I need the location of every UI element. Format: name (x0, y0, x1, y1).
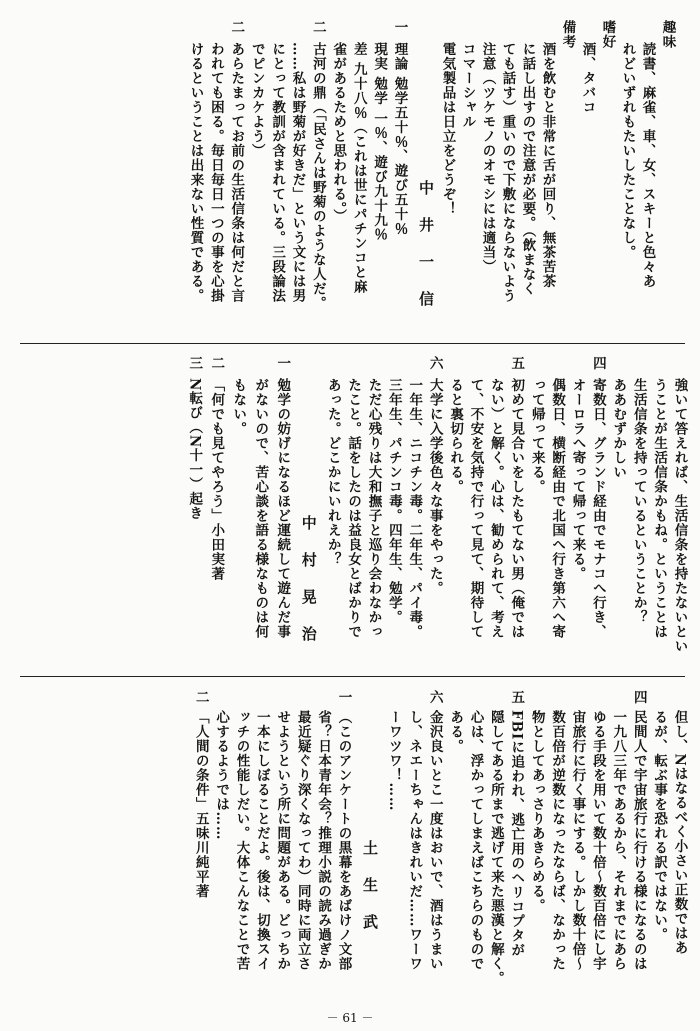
text-column: ……私は野菊が好きだ」という文には男 (289, 42, 306, 303)
hobby-label: 趣味 (659, 20, 676, 49)
text-column: われても困る。毎日毎日一つの事を心掛 (207, 42, 224, 303)
author-name: 中村晃治 (299, 515, 318, 663)
text-column: 差 九十八％（これは世にパチンコと麻 (350, 42, 367, 295)
text-column: ると裏切られる。 (447, 378, 464, 494)
text-column: って帰って来る。 (528, 378, 545, 494)
text-column: 古河の鼎（「民さんは野菊のような人だ。 (309, 42, 326, 311)
text-column: ない）と解く。心は、勧められて、考え (487, 378, 504, 639)
text-column: ても話す）重いので下敷にならないよう (499, 42, 516, 303)
section-divider-bottom (20, 676, 685, 677)
text-column: FBIに追われ、逃亡用のヘリコプタが (508, 710, 525, 958)
text-column: ただ心残りは大和撫子と巡り会わなかっ (365, 378, 382, 639)
text-column: でピンカケよう） (248, 42, 265, 158)
page-number: － 61 － (326, 1011, 374, 1025)
text-column: 大学に入学後色々な事をやった。 (426, 378, 443, 596)
text-column: 初めて見合いをしたもてない男（俺では (508, 378, 525, 639)
text-column: 心するようでは…… (213, 710, 230, 841)
text-column: 宙旅行に行く事にする。しかし数十倍～ (569, 710, 586, 971)
text-column: 電気製品は日立をどうぞ！ (439, 42, 456, 216)
author-name: 中井一信 (417, 180, 435, 328)
text-column: 最近疑ぐり深くなってわ）同時に両立さ (294, 710, 311, 971)
text-column: 三年生、パチンコ毒。四年生、勉学。 (385, 378, 402, 625)
text-column: るが、転ぶ事を恐れる訳ではない。 (651, 710, 668, 942)
item-number: 四 (589, 356, 606, 371)
text-column: 読書、麻雀、車、女、スキーと色々あ (639, 42, 656, 289)
item-number: 一 (335, 690, 352, 705)
text-column: 注意（ツケモノのオモシには適当） (479, 42, 496, 274)
text-column: N転び（N十一）起き (186, 378, 203, 521)
text-column: 省？日本青年会？推理小説の読み過ぎか (315, 710, 332, 971)
text-column: 勉学の妨げになるほど運続して遊んだ事 (274, 378, 291, 639)
text-column: 雀があるためと思われる。） (330, 42, 347, 224)
text-column: 一九八三年であるから、それまでにあら (610, 710, 627, 971)
text-column: （このアンケートの黒幕をあばけノ文部 (335, 710, 352, 971)
item-number: 四 (630, 690, 647, 705)
text-column: もない。 (230, 378, 247, 436)
text-column: に話し出すので注意が必要。（飲まなく (519, 42, 536, 297)
text-column: 金沢良いとこ一度はおいで、酒はうまい (426, 710, 443, 971)
text-column: 現実 勉学 一％、遊び九十九％ (371, 42, 388, 242)
text-column: がないので、苦心談を語る様なものは何 (252, 378, 269, 639)
text-column: たこと。話をしたのは益良女とばかりで (345, 378, 362, 639)
item-number: 二 (208, 356, 225, 371)
item-number: 一 (391, 20, 408, 35)
text-column: 寄数日、グランド経由でモナコへ行き、 (589, 378, 606, 639)
text-column: 一本にしぼることだよ。後は、切換スイ (253, 710, 270, 971)
text-column: せようという所に問題がある。どっちか (274, 710, 291, 971)
text-column: ーワツワ！…… (385, 710, 402, 812)
text-column: ああむずかしい (610, 378, 627, 480)
author-name: 土生武 (361, 840, 379, 951)
item-number: 三 (186, 356, 203, 371)
text-column: 強いて答えれば、生活信条を持たないとい (671, 378, 688, 654)
section-divider-top (20, 343, 685, 344)
text-column: 酒を飲むと非常に舌が回り、無茶苦茶 (539, 42, 556, 289)
text-column: て、不安を気持で行って見て、期待して (467, 378, 484, 639)
text-column: ゆる手段を用いて数十倍～数百倍にし宇 (589, 710, 606, 971)
text-column: オーロラへ寄って帰って来る。 (569, 378, 586, 581)
text-column: れどいずれもたいしたことなし。 (619, 42, 636, 260)
text-column: 但し、Nはなるべく小さい正数ではあ (671, 710, 688, 956)
tastes-label: 嗜好 (599, 20, 616, 49)
text-column: し、ネエーちゃんはきれいだ……ワーワ (406, 710, 423, 971)
text-column: 心は、浮かってしまえばこちらのもので (467, 710, 484, 971)
text-column: 偶数日、横断経由で北国へ行き第六へ寄 (549, 378, 566, 639)
note-label: 備考 (559, 20, 576, 49)
text-column: 酒、タバコ (579, 42, 596, 115)
text-column: あらたまってお前の生活信条は何だと言 (228, 42, 245, 303)
item-number: 二 (192, 690, 209, 705)
item-number: 二 (228, 20, 245, 35)
item-number: 二 (309, 20, 326, 35)
text-column: ある。 (447, 710, 464, 754)
text-column: 隠してある所まで逃げて来た悪漢と解く。 (487, 710, 504, 986)
text-column: 民間人で宇宙旅行に行ける様になるのは (630, 710, 647, 971)
text-column: ッチの性能しだい。大体こんなことで苦 (233, 710, 250, 971)
item-number: 一 (274, 356, 291, 371)
text-column: 「人間の条件」五味川純平著 (192, 710, 209, 899)
text-column: 生活信条を持っているということか？ (630, 378, 647, 625)
text-column: あった。どこかにいれえか？ (324, 378, 341, 567)
text-column: 数百倍が逆数になったならば、なかった (549, 710, 566, 971)
text-column: けるということは出来ない性質である。 (187, 42, 204, 303)
text-column: 理論 勉学五十％、遊び五十％ (391, 42, 408, 237)
text-column: 一年生、ニコチン毒。二年生、パイ毒。 (406, 378, 423, 639)
text-column: にとって教訓が含まれている。三段論法 (269, 42, 286, 303)
commercial-label: コマーシャル (459, 42, 476, 129)
item-number: 五 (508, 690, 525, 705)
text-column: うことが生活信条かもね。ということは (651, 378, 668, 639)
item-number: 六 (426, 690, 443, 705)
text-column: 「何でも見てやろう」小田実著 (208, 378, 225, 581)
text-column: 物としてあっさりあきらめる。 (528, 710, 545, 913)
item-number: 五 (508, 356, 525, 371)
item-number: 六 (426, 356, 443, 371)
